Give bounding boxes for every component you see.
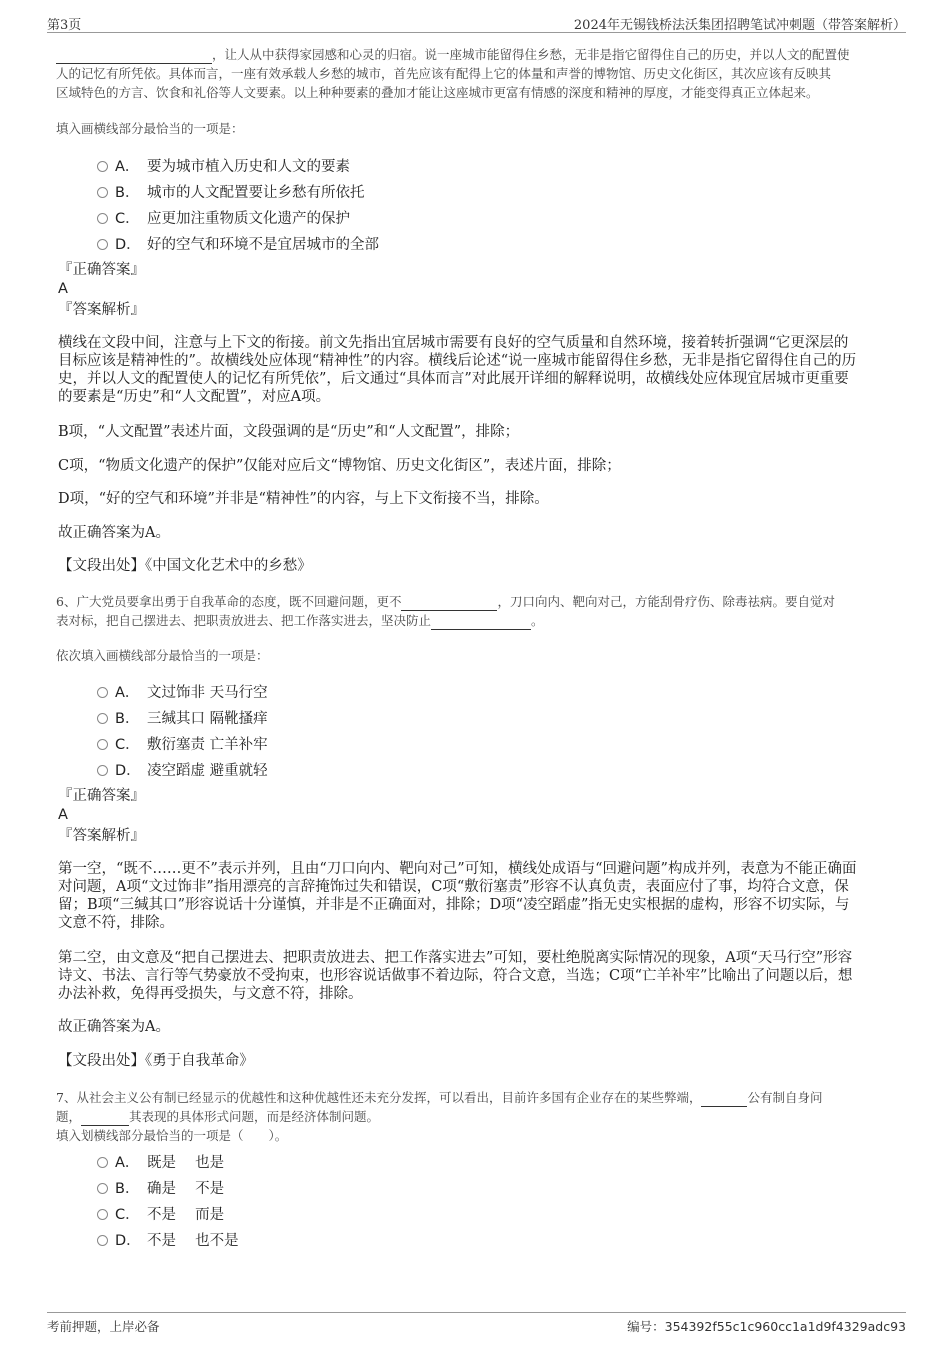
q5-analysis-p1: 横线在文段中间，注意与上下文的衔接。前文先指出宜居城市需要有良好的空气质量和自然环境，接着转折强调“它更深层的 目标应该是精神性的”。故横线处应体现“精神性”的内容。横线后论述“说一座城市能留得住乡愁，无非是指它留得住自己的历 史，并以人文的配置使人的记忆有所凭依”，后文通过“具体而言”对此展开详细的解释说明，故横线处应体现宜居城市更重要 的要素是“历史”和“人文配置”，对应A项。 [58,335,857,405]
q6-analysis-p1: 第一空，“既不……更不”表示并列，且由“刀口向内、靶向对己”可知，横线处成语与“回避问题”构成并列，表意为不能正确面 对问题，A项“文过饰非”指用漂亮的言辞掩饰过失和错误，C项“敷衍塞责”形容不认真负责，表面应付了事，均符合文意，保 留；B项“三缄其口”形容说话十分谨慎，并非是不正确面对，排除；D项“凌空蹈虚”指无史实根据的虚构，形容不切实际，与 文意不符，排除。 [58,861,857,931]
q7-blank-1 [701,1092,747,1107]
q5-option-c[interactable]: C． 应更加注重物质文化遗产的保护 [97,207,350,227]
radio-icon[interactable] [97,1235,108,1246]
q7-question-line1: 7、从社会主义公有制已经显示的优越性和这种优越性还未充分发挥，可以看出，目前许多国有企业存在的某些弊端， 公有制自身问 [56,1090,823,1105]
page-footer [47,1312,906,1337]
radio-icon[interactable] [97,1157,108,1168]
q5-passage-line3: 区域特色的方言、饮食和礼俗等人文要素。以上种种要素的叠加才能让这座城市更富有情感的深度和精神的厚度，才能变得真正立体起来。 [56,85,819,100]
q5-answer-label: 『正确答案』 [58,262,145,278]
q6-option-c[interactable]: C． 敷衍塞责 亡羊补牢 [97,733,268,753]
q5-prompt: 填入画横线部分最恰当的一项是： [56,121,244,136]
radio-icon[interactable] [97,765,108,776]
radio-icon[interactable] [97,687,108,698]
q7-question-line2: 题， 其表现的具体形式问题，而是经济体制问题。 [56,1109,380,1124]
footer-slogan: 考前押题，上岸必备 [47,1319,160,1334]
q6-option-a[interactable]: A． 文过饰非 天马行空 [97,681,268,701]
q6-prompt: 依次填入画横线部分最恰当的一项是： [56,648,269,663]
q5-conclusion: 故正确答案为A。 [58,525,170,541]
page-number: 第3页 [47,18,82,33]
q7-question [56,1088,892,1145]
q6-analysis-label: 『答案解析』 [58,828,145,844]
q5-option-b[interactable]: B． 城市的人文配置要让乡愁有所依托 [97,181,365,201]
q6-conclusion: 故正确答案为A。 [58,1019,170,1035]
radio-icon[interactable] [97,187,108,198]
q5-analysis-p4: D项，“好的空气和环境”并非是“精神性”的内容，与上下文衔接不当，排除。 [58,491,549,507]
document-code: 编号：354392f55c1c960cc1a1d9f4329adc93 [627,1319,906,1334]
q7-prompt: 填入划横线部分最恰当的一项是（ ）。 [56,1128,288,1143]
radio-icon[interactable] [97,161,108,172]
q5-source: 【文段出处】《中国文化艺术中的乡愁》 [58,558,312,574]
document-title: 2024年无锡钱桥法沃集团招聘笔试冲刺题（带答案解析） [573,18,906,33]
q6-answer-label: 『正确答案』 [58,788,145,804]
q5-answer: A [58,281,68,297]
q6-blank-1 [401,596,497,611]
q5-analysis-p3: C项，“物质文化遗产的保护”仅能对应后文“博物馆、历史文化街区”，表述片面，排除； [58,458,621,474]
q7-option-b[interactable]: B． 确是 不是 [97,1177,224,1197]
q7-option-a[interactable]: A． 既是 也是 [97,1151,224,1171]
q6-answer: A [58,807,68,823]
q5-blank [56,49,212,64]
q6-source: 【文段出处】《勇于自我革命》 [58,1053,254,1069]
q7-option-d[interactable]: D． 不是 也不是 [97,1229,239,1249]
q6-analysis-p2: 第二空，由文意及“把自己摆进去、把职责放进去、把工作落实进去”可知，要杜绝脱离实际情况的现象，A项“天马行空”形容 诗文、书法、言行等气势豪放不受拘束，也形容说话做事不着边际，符合文意，当选；C项“亡羊补牢”比喻出了问题以后，想 办法补救，免得再受损失，与文意不符，排除。 [58,950,853,1002]
q7-option-c[interactable]: C． 不是 而是 [97,1203,224,1223]
q5-passage-line1: ，让人从中获得家园感和心灵的归宿。说一座城市能留得住乡愁，无非是指它留得住自己的历史，并以人文的配置使 [56,45,892,64]
q6-blank-2 [431,615,531,630]
q6-option-b[interactable]: B． 三缄其口 隔靴搔痒 [97,707,268,727]
q6-question-line1: 6、广大党员要拿出勇于自我革命的态度，既不回避问题，更不 ，刀口向内、靶向对己，方能刮骨疗伤、除毒祛病。要自觉对 [56,594,835,609]
q5-analysis-p2: B项，“人文配置”表述片面，文段强调的是“历史”和“人文配置”，排除； [58,424,520,440]
q5-passage-line2: 人的记忆有所凭依。具体而言，一座有效承载人乡愁的城市，首先应该有配得上它的体量和声誉的博物馆、历史文化街区，其次应该有反映其 [56,66,832,81]
radio-icon[interactable] [97,213,108,224]
q7-blank-2 [81,1111,129,1126]
q5-passage [56,45,892,102]
q6-option-d[interactable]: D． 凌空蹈虚 避重就轻 [97,759,268,779]
radio-icon[interactable] [97,713,108,724]
radio-icon[interactable] [97,739,108,750]
q5-option-a[interactable]: A． 要为城市植入历史和人文的要素 [97,155,350,175]
q5-option-d[interactable]: D． 好的空气和环境不是宜居城市的全部 [97,233,379,253]
radio-icon[interactable] [97,1183,108,1194]
q6-question [56,592,892,630]
q5-analysis-label: 『答案解析』 [58,302,145,318]
q6-question-line2: 表对标，把自己摆进去、把职责放进去、把工作落实进去，坚决防止 。 [56,613,544,628]
page-header [47,10,906,33]
radio-icon[interactable] [97,1209,108,1220]
radio-icon[interactable] [97,239,108,250]
